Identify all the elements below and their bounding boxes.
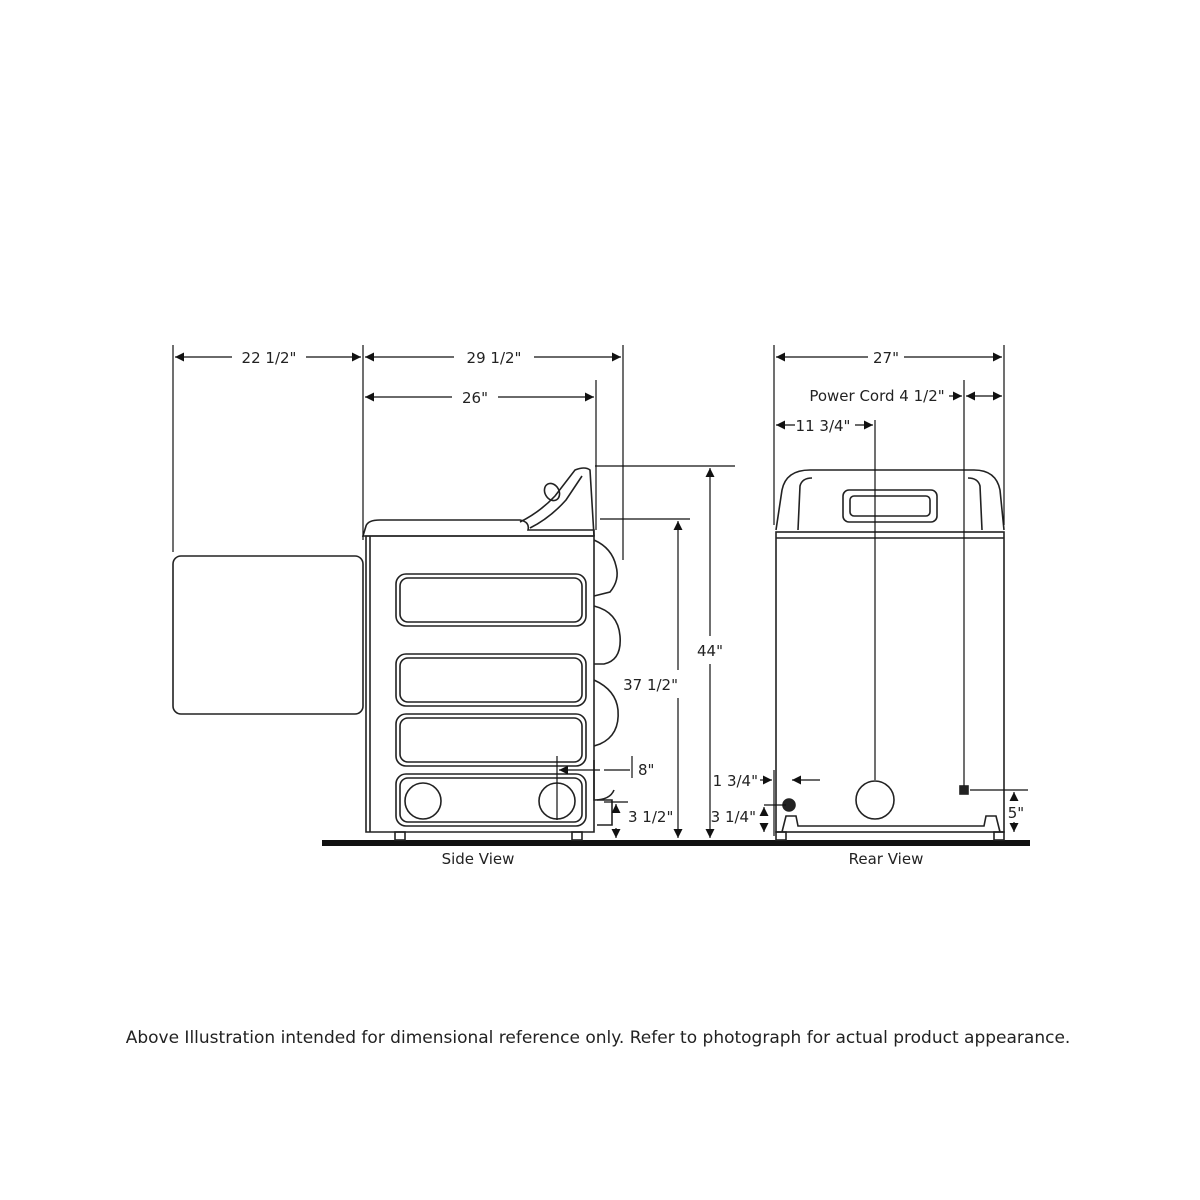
rear-view bbox=[776, 470, 1004, 840]
gas-offset-label: 1 3/4" bbox=[712, 772, 758, 790]
vent-height-label: 3 1/2" bbox=[628, 808, 674, 826]
vent-offset-rear-label: 11 3/4" bbox=[795, 417, 851, 435]
overall-width-label: 27" bbox=[873, 349, 899, 367]
open-door-panel bbox=[173, 556, 363, 714]
overall-height-label: 44" bbox=[697, 642, 723, 660]
power-cord-label: Power Cord 4 1/2" bbox=[809, 387, 945, 405]
cabinet-height-label: 37 1/2" bbox=[623, 676, 678, 694]
front-door-profile bbox=[594, 540, 617, 596]
control-console bbox=[520, 468, 594, 536]
side-view bbox=[173, 468, 620, 840]
door-open-depth-label: 22 1/2" bbox=[241, 349, 297, 367]
rear-view-caption: Rear View bbox=[848, 850, 924, 868]
side-vent-left bbox=[405, 783, 441, 819]
floor-line bbox=[322, 840, 1030, 846]
knob bbox=[541, 481, 562, 504]
rear-base bbox=[782, 816, 1000, 832]
vent-offset-label: 8" bbox=[638, 761, 655, 779]
rear-backsplash bbox=[776, 470, 1004, 530]
overall-depth-label: 29 1/2" bbox=[466, 349, 522, 367]
side-panel-2 bbox=[396, 654, 586, 706]
disclaimer-text: Above Illustration intended for dimensional reference only. Refer to photograph for actual product appearance. bbox=[125, 1028, 1071, 1048]
power-cord-outlet bbox=[960, 786, 968, 794]
side-view-caption: Side View bbox=[441, 850, 515, 868]
cabinet-top bbox=[363, 520, 594, 536]
cord-height-label: 5" bbox=[1007, 804, 1025, 822]
side-panel-1 bbox=[396, 574, 586, 626]
side-dimension-labels bbox=[242, 349, 723, 868]
foot-right bbox=[572, 832, 582, 840]
rear-exhaust-vent bbox=[856, 781, 894, 819]
gas-height-label: 3 1/4" bbox=[710, 808, 756, 826]
rear-handle bbox=[843, 490, 937, 522]
cabinet-depth-label: 26" bbox=[462, 389, 488, 407]
rear-cabinet bbox=[776, 532, 1004, 832]
foot-left bbox=[395, 832, 405, 840]
